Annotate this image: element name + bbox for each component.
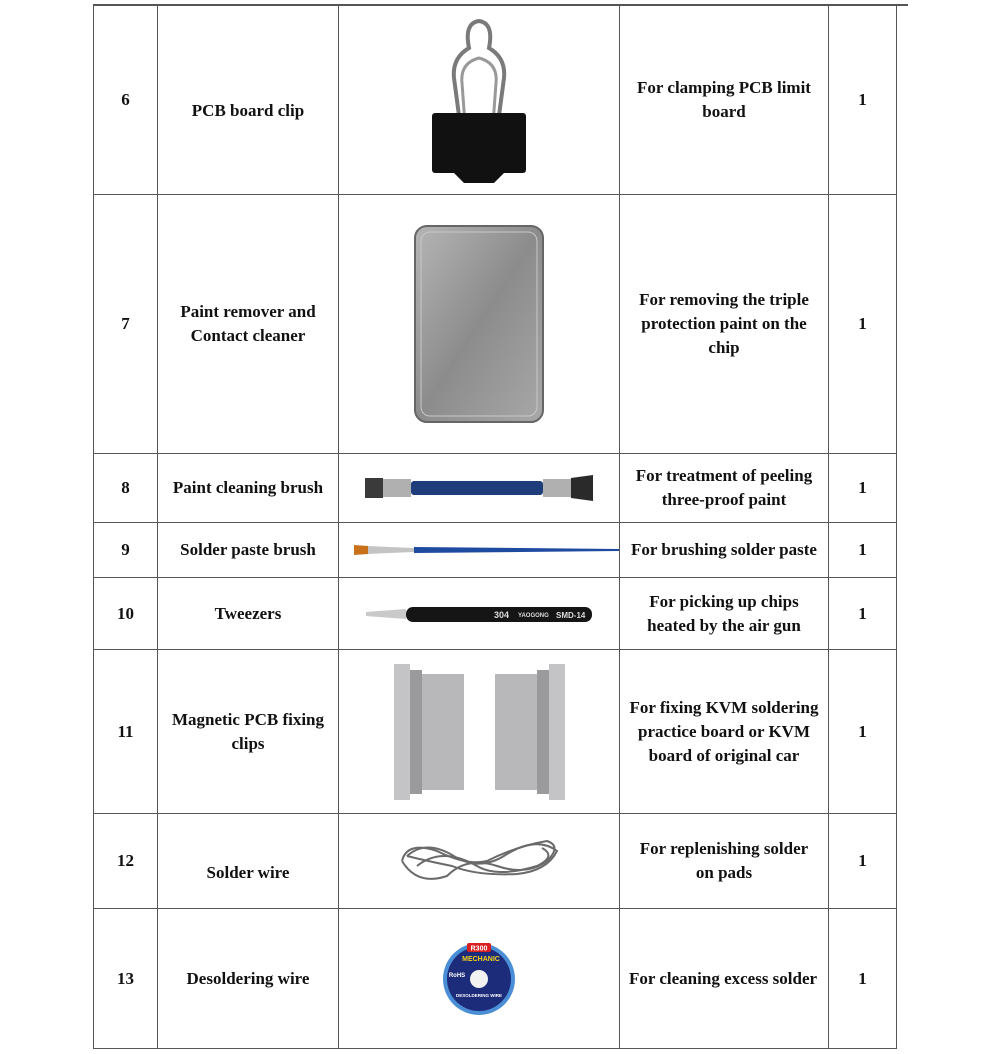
item-name: Solder paste brush (158, 523, 339, 578)
item-image-cell (339, 6, 620, 195)
parts-table (93, 5, 897, 1049)
desoldering-model-label: R300 (470, 945, 488, 952)
item-number: 12 (94, 814, 158, 909)
desoldering-product-label: DESOLDERING WIRE (455, 992, 503, 998)
table-row (94, 454, 897, 523)
table-row (94, 6, 897, 195)
table-row (94, 909, 897, 1049)
tweezers-brand-label: YAOGONG (518, 612, 549, 619)
item-qty: 1 (829, 814, 897, 909)
desoldering-rohs-label: RoHS (448, 972, 466, 979)
item-image-cell (339, 195, 620, 454)
item-name: Paint remover and Contact cleaner (158, 195, 339, 454)
item-number: 6 (94, 6, 158, 195)
binder-clip-image (424, 18, 534, 183)
item-number: 11 (94, 650, 158, 814)
paint-brush-image (354, 543, 619, 557)
item-number: 8 (94, 454, 158, 523)
solder-wire-image (397, 836, 562, 886)
tweezers-steel-label: 304 (494, 609, 510, 620)
item-name: Solder wire (158, 814, 339, 909)
metal-tin-image (413, 224, 545, 424)
item-qty: 1 (829, 650, 897, 814)
item-image-cell (339, 523, 620, 578)
item-qty: 1 (829, 454, 897, 523)
item-number: 7 (94, 195, 158, 454)
item-use: For replenishing solder on pads (620, 814, 829, 909)
item-use: For fixing KVM soldering practice board or KVM board of original car (620, 650, 829, 814)
item-image-cell (339, 650, 620, 814)
item-image-cell (339, 454, 620, 523)
item-number: 9 (94, 523, 158, 578)
item-image-cell (339, 578, 620, 650)
tweezers-model-label: SMD-14 (556, 610, 586, 620)
item-name: PCB board clip (158, 6, 339, 195)
table-row (94, 650, 897, 814)
item-name: Paint cleaning brush (158, 454, 339, 523)
table-row (94, 578, 897, 650)
item-use: For removing the triple protection paint on the chip (620, 195, 829, 454)
item-qty: 1 (829, 523, 897, 578)
item-image-cell (339, 909, 620, 1049)
table-row (94, 195, 897, 454)
item-name: Magnetic PCB fixing clips (158, 650, 339, 814)
item-qty: 1 (829, 909, 897, 1049)
desoldering-wire-image (441, 941, 517, 1017)
item-use: For clamping PCB limit board (620, 6, 829, 195)
item-number: 13 (94, 909, 158, 1049)
item-use: For treatment of peeling three-proof paint (620, 454, 829, 523)
item-number: 10 (94, 578, 158, 650)
desoldering-brand-label: MECHANIC (462, 955, 500, 963)
fixing-clips-image (392, 662, 567, 802)
item-qty: 1 (829, 578, 897, 650)
double-brush-image (363, 473, 595, 503)
item-name: Desoldering wire (158, 909, 339, 1049)
item-qty: 1 (829, 6, 897, 195)
item-name: Tweezers (158, 578, 339, 650)
table-row (94, 523, 897, 578)
item-image-cell (339, 814, 620, 909)
item-qty: 1 (829, 195, 897, 454)
tweezers-image (366, 604, 592, 624)
item-use: For brushing solder paste (620, 523, 829, 578)
item-use: For cleaning excess solder (620, 909, 829, 1049)
table-row (94, 814, 897, 909)
item-use: For picking up chips heated by the air gun (620, 578, 829, 650)
